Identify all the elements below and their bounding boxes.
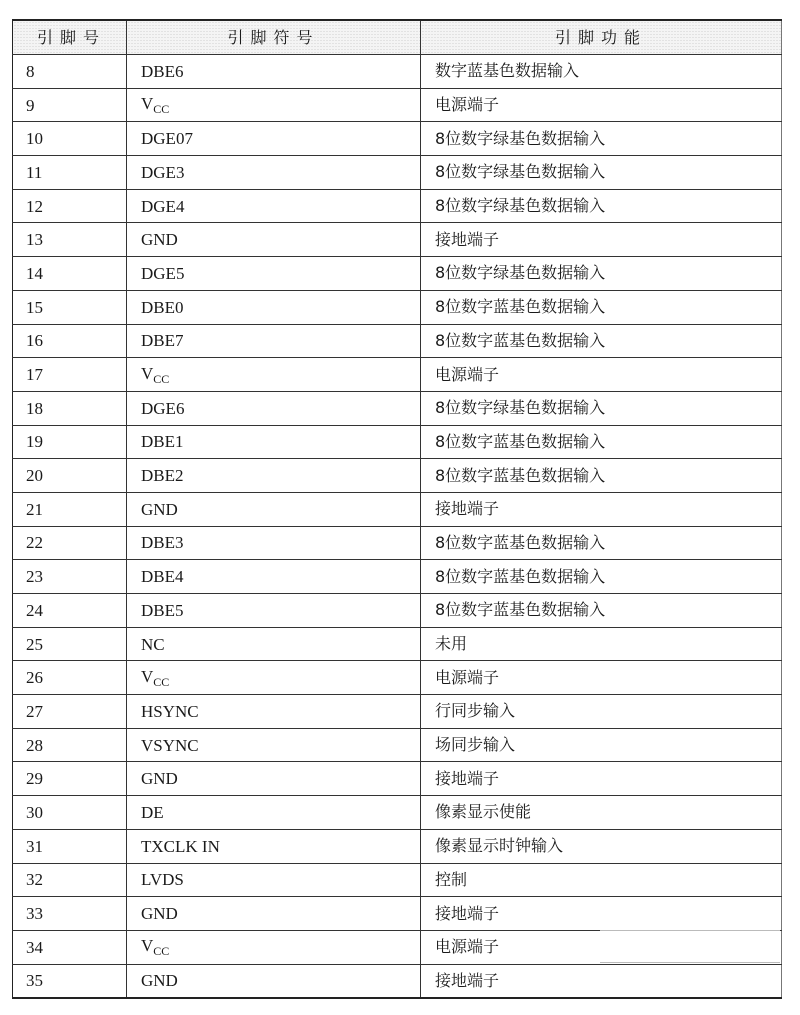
pin-symbol-cell: DBE3 (127, 526, 421, 560)
table-row (13, 391, 782, 425)
pin-number-cell: 35 (13, 964, 127, 998)
pin-symbol-cell: $V_{CC}$ (127, 358, 421, 392)
table-row (13, 88, 782, 122)
pin-function-cell: 8位数字蓝基色数据输入 (421, 425, 782, 459)
pin-symbol-cell: $V_{CC}$ (127, 88, 421, 122)
scan-artifact (600, 930, 780, 931)
table-row (13, 964, 782, 998)
table-row (13, 627, 782, 661)
pin-function-cell: 8位数字绿基色数据输入 (421, 156, 782, 190)
pin-number-cell: 9 (13, 88, 127, 122)
pin-function-cell: 未用 (421, 627, 782, 661)
pin-number-cell: 29 (13, 762, 127, 796)
pin-symbol-cell: DBE0 (127, 290, 421, 324)
pin-function-cell: 8位数字蓝基色数据输入 (421, 459, 782, 493)
pin-number-cell: 24 (13, 594, 127, 628)
pin-function-cell: 像素显示时钟输入 (421, 829, 782, 863)
pin-number-cell: 14 (13, 257, 127, 291)
table-row (13, 156, 782, 190)
table-row (13, 189, 782, 223)
pin-function-cell: 电源端子 (421, 930, 782, 964)
pin-number-cell: 25 (13, 627, 127, 661)
table-row (13, 459, 782, 493)
table-row (13, 425, 782, 459)
scan-artifact (600, 962, 780, 963)
pin-function-cell: 电源端子 (421, 88, 782, 122)
pin-number-cell: 33 (13, 897, 127, 931)
pin-function-cell: 接地端子 (421, 762, 782, 796)
pin-symbol-cell: DBE1 (127, 425, 421, 459)
pin-function-cell: 场同步输入 (421, 728, 782, 762)
pin-symbol-cell: DBE4 (127, 560, 421, 594)
pin-function-cell: 8位数字蓝基色数据输入 (421, 290, 782, 324)
table-row (13, 863, 782, 897)
pin-function-cell: 8位数字蓝基色数据输入 (421, 594, 782, 628)
pin-symbol-cell: GND (127, 492, 421, 526)
pin-symbol-cell: GND (127, 762, 421, 796)
pin-number-cell: 18 (13, 391, 127, 425)
pin-number-cell: 32 (13, 863, 127, 897)
pin-number-cell: 23 (13, 560, 127, 594)
pin-function-cell: 行同步输入 (421, 695, 782, 729)
table-row (13, 560, 782, 594)
pin-function-cell: 接地端子 (421, 492, 782, 526)
pin-symbol-cell: DGE07 (127, 122, 421, 156)
header-pin-symbol: 引脚符号 (127, 20, 421, 55)
pin-function-cell: 像素显示使能 (421, 796, 782, 830)
pin-number-cell: 8 (13, 55, 127, 89)
pin-symbol-cell: $V_{CC}$ (127, 930, 421, 964)
pin-function-cell: 电源端子 (421, 661, 782, 695)
pin-symbol-cell: DGE4 (127, 189, 421, 223)
pin-number-cell: 28 (13, 728, 127, 762)
pin-function-cell: 8位数字绿基色数据输入 (421, 189, 782, 223)
pin-number-cell: 27 (13, 695, 127, 729)
pin-symbol-cell: DE (127, 796, 421, 830)
table-row (13, 695, 782, 729)
pin-symbol-cell: TXCLK IN (127, 829, 421, 863)
table-row (13, 728, 782, 762)
header-pin-function: 引脚功能 (421, 20, 782, 55)
pin-number-cell: 31 (13, 829, 127, 863)
pin-symbol-cell: GND (127, 897, 421, 931)
pin-number-cell: 22 (13, 526, 127, 560)
table-row (13, 122, 782, 156)
table-header (13, 20, 782, 55)
pin-number-cell: 11 (13, 156, 127, 190)
pin-function-cell: 接地端子 (421, 897, 782, 931)
pin-symbol-cell: DGE6 (127, 391, 421, 425)
pin-function-cell: 8位数字绿基色数据输入 (421, 122, 782, 156)
pin-number-cell: 19 (13, 425, 127, 459)
pin-function-cell: 接地端子 (421, 964, 782, 998)
pin-number-cell: 13 (13, 223, 127, 257)
pin-symbol-cell: DBE6 (127, 55, 421, 89)
pin-symbol-cell: DGE5 (127, 257, 421, 291)
pin-function-cell: 8位数字绿基色数据输入 (421, 257, 782, 291)
pin-symbol-cell: NC (127, 627, 421, 661)
table-row (13, 55, 782, 89)
table-row (13, 897, 782, 931)
table-row (13, 358, 782, 392)
table-row (13, 594, 782, 628)
table-row (13, 526, 782, 560)
header-pin-number: 引脚号 (13, 20, 127, 55)
pin-symbol-cell: DGE3 (127, 156, 421, 190)
pin-number-cell: 21 (13, 492, 127, 526)
pin-number-cell: 26 (13, 661, 127, 695)
pin-function-cell: 数字蓝基色数据输入 (421, 55, 782, 89)
header-row (13, 20, 782, 55)
table-row (13, 257, 782, 291)
pin-symbol-cell: DBE5 (127, 594, 421, 628)
pin-number-cell: 30 (13, 796, 127, 830)
pin-symbol-cell: GND (127, 964, 421, 998)
pin-symbol-cell: LVDS (127, 863, 421, 897)
pin-number-cell: 15 (13, 290, 127, 324)
table-body (13, 55, 782, 999)
pin-number-cell: 17 (13, 358, 127, 392)
table-row (13, 290, 782, 324)
table-row (13, 223, 782, 257)
pin-function-cell: 8位数字绿基色数据输入 (421, 391, 782, 425)
pin-number-cell: 16 (13, 324, 127, 358)
pin-function-cell: 电源端子 (421, 358, 782, 392)
pin-symbol-cell: DBE2 (127, 459, 421, 493)
table-row (13, 492, 782, 526)
pin-number-cell: 12 (13, 189, 127, 223)
table-row (13, 324, 782, 358)
pin-function-cell: 控制 (421, 863, 782, 897)
pin-function-table (12, 19, 782, 999)
pin-symbol-cell: GND (127, 223, 421, 257)
pin-function-cell: 8位数字蓝基色数据输入 (421, 560, 782, 594)
table-row (13, 930, 782, 964)
pin-function-cell: 8位数字蓝基色数据输入 (421, 526, 782, 560)
pin-symbol-cell: VSYNC (127, 728, 421, 762)
table-row (13, 762, 782, 796)
pin-number-cell: 34 (13, 930, 127, 964)
pin-number-cell: 10 (13, 122, 127, 156)
table-row (13, 661, 782, 695)
table-row (13, 829, 782, 863)
pin-function-cell: 8位数字蓝基色数据输入 (421, 324, 782, 358)
pin-symbol-cell: DBE7 (127, 324, 421, 358)
pin-number-cell: 20 (13, 459, 127, 493)
table-row (13, 796, 782, 830)
pin-symbol-cell: HSYNC (127, 695, 421, 729)
pin-function-cell: 接地端子 (421, 223, 782, 257)
pin-symbol-cell: $V_{CC}$ (127, 661, 421, 695)
